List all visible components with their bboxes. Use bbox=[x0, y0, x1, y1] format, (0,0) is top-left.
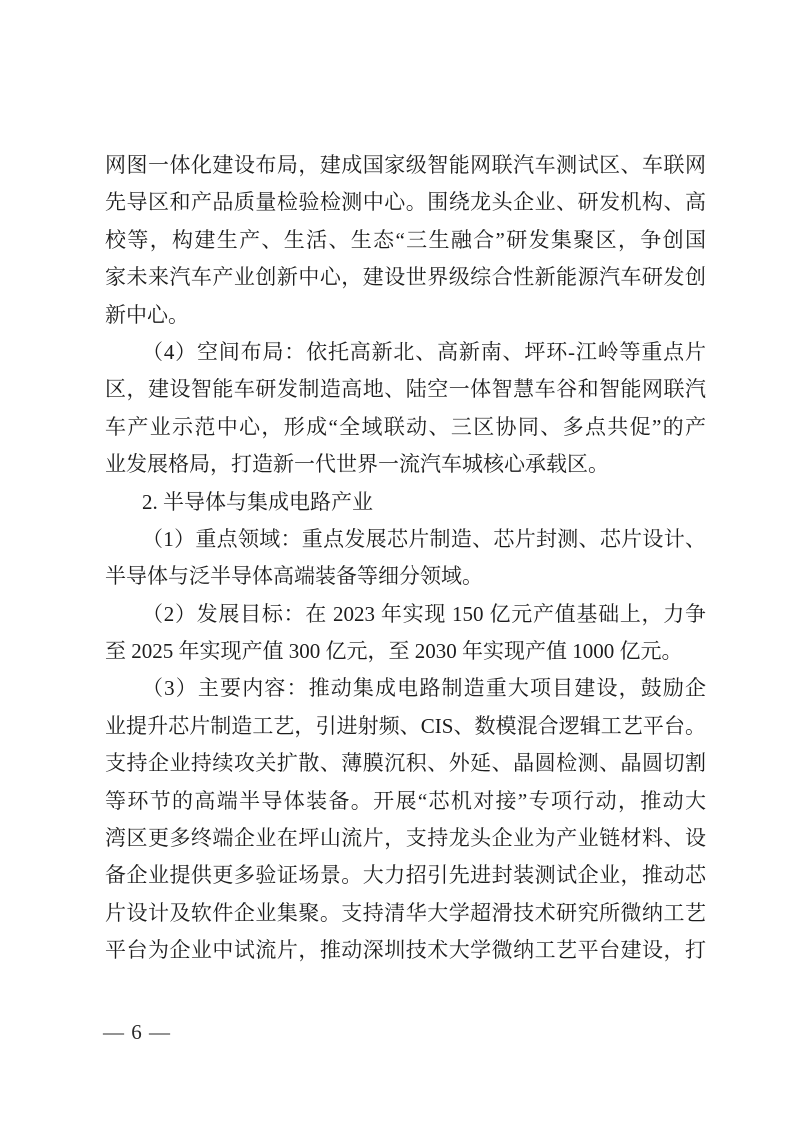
paragraph bbox=[105, 670, 706, 969]
text-line: 至 2025 年实现产值 300 亿元，至 2030 年实现产值 1000 亿元。 bbox=[105, 639, 683, 664]
text-line: 湾区更多终端企业在坪山流片，支持龙头企业为产业链材料、设 bbox=[105, 826, 706, 851]
text-line: 等环节的高端半导体装备。开展“芯机对接”专项行动，推动大 bbox=[105, 788, 706, 813]
text-line: （4）空间布局：依托高新北、高新南、坪环-江岭等重点片 bbox=[142, 339, 706, 364]
text-line: 业发展格局，打造新一代世界一流汽车城核心承载区。 bbox=[105, 452, 609, 477]
text-line: 家未来汽车产业创新中心，建设世界级综合性新能源汽车研发创 bbox=[105, 265, 706, 290]
text-line: （1）重点领域：重点发展芯片制造、芯片封测、芯片设计、 bbox=[142, 526, 706, 551]
paragraph bbox=[105, 484, 706, 521]
text-line: 平台为企业中试流片，推动深圳技术大学微纳工艺平台建设，打 bbox=[105, 938, 706, 963]
document-body bbox=[105, 147, 706, 970]
text-line: 片设计及软件企业集聚。支持清华大学超滑技术研究所微纳工艺 bbox=[105, 900, 706, 925]
text-line: 网图一体化建设布局，建成国家级智能网联汽车测试区、车联网 bbox=[105, 153, 706, 177]
page-number: — 6 — bbox=[103, 1020, 171, 1044]
text-line: 车产业示范中心，形成“全域联动、三区协同、多点共促”的产 bbox=[105, 414, 706, 439]
text-line: 校等，构建生产、生活、生态“三生融合”研发集聚区，争创国 bbox=[105, 227, 706, 252]
text-line: 区，建设智能车研发制造高地、陆空一体智慧车谷和智能网联汽 bbox=[105, 377, 706, 402]
text-line: 半导体与泛半导体高端装备等细分领域。 bbox=[105, 564, 483, 589]
text-line: （2）发展目标：在 2023 年实现 150 亿元产值基础上，力争 bbox=[142, 601, 706, 626]
text-line: 备企业提供更多验证场景。大力招引先进封装测试企业，推动芯 bbox=[105, 863, 706, 888]
paragraph bbox=[105, 596, 706, 671]
paragraph bbox=[105, 521, 706, 596]
text-line: 新中心。 bbox=[105, 302, 189, 327]
paragraph bbox=[105, 147, 706, 334]
text-line: 支持企业持续攻关扩散、薄膜沉积、外延、晶圆检测、晶圆切割 bbox=[105, 751, 706, 776]
text-line: 先导区和产品质量检验检测中心。围绕龙头企业、研发机构、高 bbox=[105, 190, 706, 215]
text-line: （3）主要内容：推动集成电路制造重大项目建设，鼓励企 bbox=[142, 676, 706, 701]
text-line: 业提升芯片制造工艺，引进射频、CIS、数模混合逻辑工艺平台。 bbox=[105, 713, 706, 738]
text-line: 2. 半导体与集成电路产业 bbox=[142, 489, 373, 514]
paragraph bbox=[105, 334, 706, 484]
